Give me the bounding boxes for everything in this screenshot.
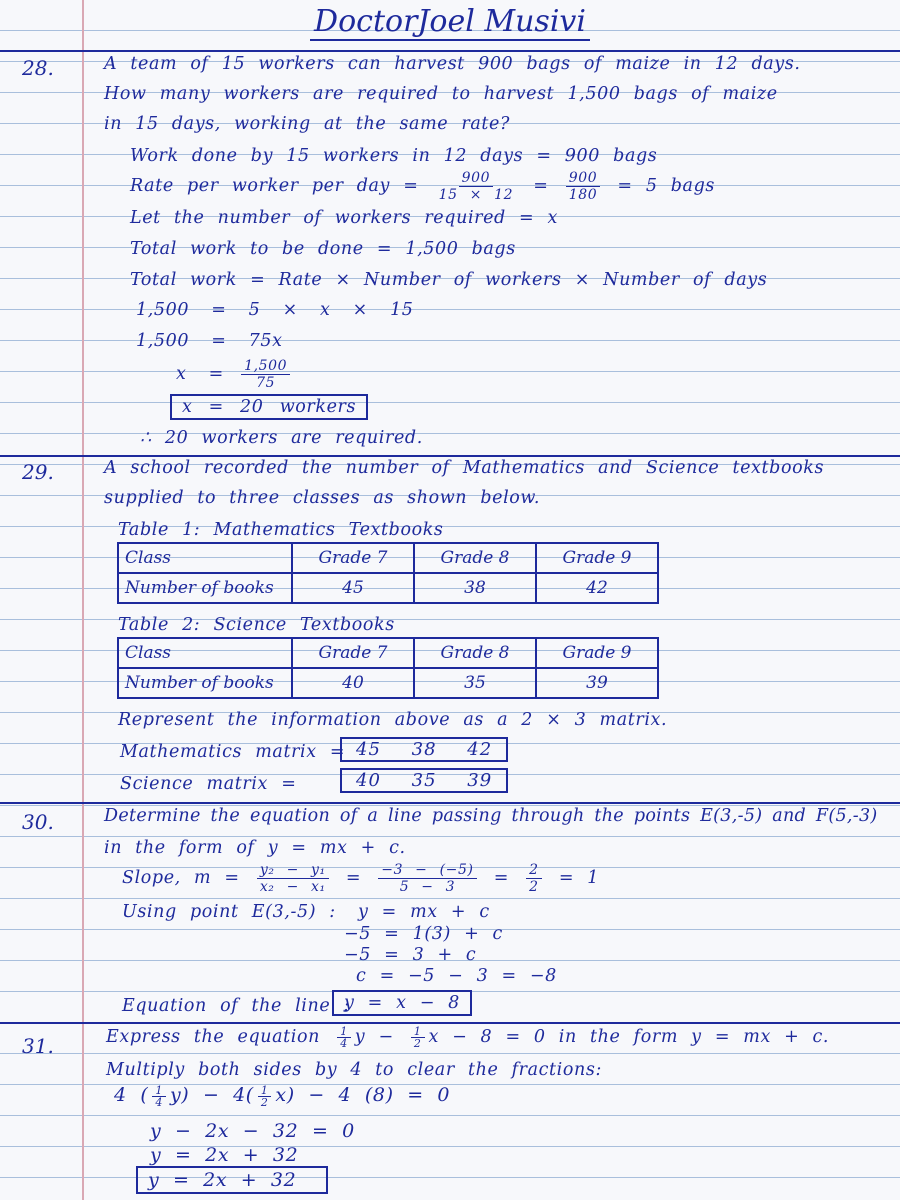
q31-answer-box: y = 2x + 32 [136,1166,328,1194]
q30-final-label: Equation of the line : [122,996,350,1016]
table1-caption: Table 1: Mathematics Textbooks [118,520,444,540]
divider [0,455,900,457]
q31-prompt: Express the equation $\frac{1}{4}$ y − $\frac{1}{2}$ x − 8 = 0 in the form y = mx + c. [106,1025,830,1050]
q29-prompt-line-2: supplied to three classes as shown below. [104,488,541,508]
table-cell: 35 [414,668,536,698]
q28-prompt-line-2: How many workers are required to harvest 1,500 bags of maize [104,84,778,104]
slope-fraction-2: $\frac{-3 - (-5)}{5 - 3}$ [378,862,476,895]
table-cell: Number of books [118,573,292,603]
table-cell: Grade 7 [292,543,414,573]
fraction-one-quarter: $\frac{1}{4}$ [152,1085,166,1108]
table-cell: 39 [536,668,658,698]
step3-fraction: $\frac{1,500}{75}$ [241,358,290,391]
science-matrix: 40 35 39 [340,768,508,793]
rate-fraction-2: $\frac{900}{180}$ [566,170,601,203]
rate-fraction-1: $\frac{900}{15 \times 12}$ [438,170,514,203]
question-number-31: 31. [22,1034,54,1058]
math-matrix-label: Mathematics matrix = [120,742,346,762]
q28-step-2: 1,500 = 75x [136,331,283,351]
q30-eq-1: y = mx + c [358,902,490,922]
fraction-one-half: $\frac{1}{2}$ [411,1026,425,1049]
fraction-one-half: $\frac{1}{2}$ [258,1085,272,1108]
q28-prompt-line-3: in 15 days, working at the same rate? [104,114,510,134]
table-cell: Grade 8 [414,638,536,668]
slope-fraction-3: $\frac{2}{2}$ [526,862,542,895]
q30-final-answer-box: y = x − 8 [332,990,472,1016]
divider [0,50,900,52]
q28-formula-line: Total work = Rate × Number of workers × Number of days [130,270,768,290]
q30-eq-4: c = −5 − 3 = −8 [356,966,557,986]
q30-eq-2: −5 = 1(3) + c [344,924,503,944]
question-number-29: 29. [22,460,54,484]
question-number-28: 28. [22,56,54,80]
q30-eq-3: −5 = 3 + c [344,945,477,965]
q30-slope-line: Slope, m = $\frac{\text{y₂ − y₁}}{\text{x₂ − x₁}}$ = $\frac{-3 - (-5)}{5 - 3}$ = $\frac{2}{2}$ = 1 [122,862,599,895]
table-row [118,668,658,698]
table-cell: Class [118,638,292,668]
q31-multiply-line: Multiply both sides by 4 to clear the fractions: [106,1060,602,1080]
table-cell: Grade 9 [536,638,658,668]
page-title: DoctorJoel Musivi [0,4,900,39]
table-cell: 38 [414,573,536,603]
divider [0,1022,900,1024]
fraction-one-quarter: $\frac{1}{4}$ [337,1026,351,1049]
science-textbooks-table [117,637,659,699]
q28-let-line: Let the number of workers required = x [130,208,558,228]
table-cell: 40 [292,668,414,698]
math-textbooks-table [117,542,659,604]
q28-answer-box: x = 20 workers [170,394,368,420]
question-number-30: 30. [22,810,54,834]
q28-step-1: 1,500 = 5 × x × 15 [136,300,414,320]
q31-step-3: y = 2x + 32 [150,1144,299,1166]
q28-rate-line: Rate per worker per day = $\frac{900}{15 \times 12}$ = $\frac{900}{180}$ = 5 bags [130,170,715,203]
table-cell: Grade 7 [292,638,414,668]
table-cell: 42 [536,573,658,603]
table-cell: 45 [292,573,414,603]
table2-caption: Table 2: Science Textbooks [118,615,395,635]
rate-result: = 5 bags [617,176,715,196]
table-header-row [118,638,658,668]
slope-fraction-1: $\frac{\text{y₂ − y₁}}{\text{x₂ − x₁}}$ [257,862,329,895]
q30-prompt-line-1: Determine the equation of a line passing through the points E(3,-5) and F(5,-3) [104,806,878,826]
q28-prompt-line-1: A team of 15 workers can harvest 900 bags of maize in 12 days. [104,54,801,74]
science-matrix-label: Science matrix = [120,774,297,794]
table-cell: Grade 8 [414,543,536,573]
q28-work-line: Work done by 15 workers in 12 days = 900 bags [130,146,658,166]
divider [0,802,900,804]
q31-step-1: 4 ( $\frac{1}{4}$ y) − 4( $\frac{1}{2}$ x) − 4 (8) = 0 [114,1083,451,1109]
math-matrix: 45 38 42 [340,737,508,762]
rate-label: Rate per worker per day = [130,176,419,196]
q28-step-3: x = $\frac{1,500}{75}$ [176,358,294,391]
table-cell: Class [118,543,292,573]
q29-prompt-line-1: A school recorded the number of Mathematics and Science textbooks [104,458,825,478]
q30-using-point: Using point E(3,-5) : [122,902,336,922]
table-cell: Number of books [118,668,292,698]
table-header-row [118,543,658,573]
q30-prompt-line-2: in the form of y = mx + c. [104,838,406,858]
table-row [118,573,658,603]
q28-conclusion: ∴ 20 workers are required. [140,428,423,448]
q28-total-line: Total work to be done = 1,500 bags [130,239,516,259]
q31-step-2: y − 2x − 32 = 0 [150,1120,355,1142]
q29-instruction: Represent the information above as a 2 × 3 matrix. [118,710,668,730]
table-cell: Grade 9 [536,543,658,573]
